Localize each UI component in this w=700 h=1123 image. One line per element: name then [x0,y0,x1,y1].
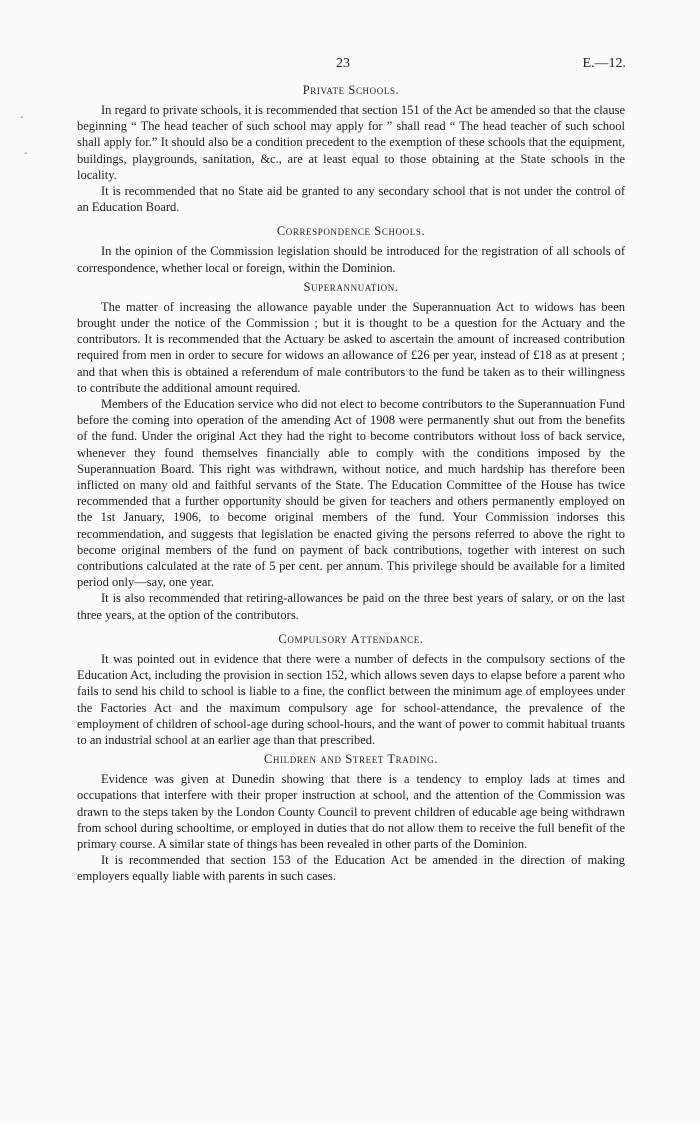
paragraph: Members of the Education service who did not elect to become contributors to the Superannuation Fund before the coming into operation of the amending Act of 1908 were permanently shut out from the benefits of the fund. Under the original Act they had the right to become contributors without loss of back service, whenever they found themselves financially able to comply with the conditions imposed by the Superannuation Board. This right was withdrawn, without notice, and much hardship has therefore been inflicted on many old and faithful servants of the State. The Education Committee of the House has twice recommended that a further opportunity should be given for teachers and others permanently employed on the 1st January, 1906, to become original members of the fund. Your Commission indorses this recommendation, and suggests that legislation be enacted giving the persons referred to above the right to become original members of the fund on payment of back contributions, together with interest on such contributions calculated at the rate of 5 per cent. per annum. This privilege should be available for a limited period only—say, one year. [77,397,625,590]
document-body [77,82,625,885]
paragraph: In regard to private schools, it is recommended that section 151 of the Act be amended so that the clause beginning “ The head teacher of such school may apply for ” shall read “ The head teacher of such school shall apply for.” It should also be a condition precedent to the exemption of these schools that the equipment, buildings, playgrounds, sanitation, &c., are at least equal to those obtaining at the State schools in the locality. [77,103,625,182]
paragraph: It is also recommended that retiring-allowances be paid on the three best years of salary, or on the last three years, at the option of the contributors. [77,591,625,622]
page-header [0,56,700,76]
paragraph: It is recommended that no State aid be granted to any secondary school that is not under the control of an Education Board. [77,184,625,215]
section-heading: Children and Street Trading. [264,752,438,767]
paragraph: In the opinion of the Commission legislation should be introduced for the registration of all schools of correspondence, whether local or foreign, within the Dominion. [77,244,625,275]
section-heading: Superannuation. [303,279,399,294]
paragraph: It was pointed out in evidence that there were a number of defects in the compulsory sections of the Education Act, including the provision in section 152, which allows seven days to elapse before a parent who fails to send his child to school is liable to a fine, the conflict between the minimum age of employees under the Factories Act and the maximum compulsory age for school-attendance, the prevalence of the employment of children of school-age during school-hours, and the want of power to commit habitual truants to an industrial school at an earlier age than that prescribed. [77,651,625,747]
paragraph: Evidence was given at Dunedin showing that there is a tendency to employ lads at times and occupations that interfere with their proper instruction at school, and the attention of the Commission was drawn to the steps taken by the London County Council to prevent children of educable age being withdrawn from school during schooltime, or employed in duties that do not allow them to receive the full benefit of the primary course. A similar state of things has been revealed in other parts of the Dominion. [77,772,625,851]
section-heading: Correspondence Schools. [276,224,426,239]
section-superannuation [77,279,625,623]
margin-mark: - [24,148,28,159]
document-reference: E.—12. [582,56,626,71]
section-children-street-trading [77,751,625,884]
paragraph: The matter of increasing the allowance payable under the Superannuation Act to widows has been brought under the notice of the Commission ; but it is thought to be a question for the Actuary and the contributors. It is recommended that the Actuary be asked to ascertain the amount of increased contribution required from men in order to secure for widows an allowance of £26 per year, instead of £18 as at present ; and that when this is obtained a referendum of male contributors to the fund be taken as to their willingness to contribute the additional amount required. [77,299,625,395]
section-heading: Private Schools. [302,83,400,97]
section-heading: Compulsory Attendance. [278,631,424,646]
margin-mark: - [20,112,24,123]
section-correspondence-schools [77,223,625,275]
section-compulsory-attendance [77,631,625,748]
paragraph: It is recommended that section 153 of the Education Act be amended in the direction of making employers equally liable with parents in such cases. [77,853,625,884]
page-number: 23 [336,56,350,71]
section-private-schools [77,82,625,215]
